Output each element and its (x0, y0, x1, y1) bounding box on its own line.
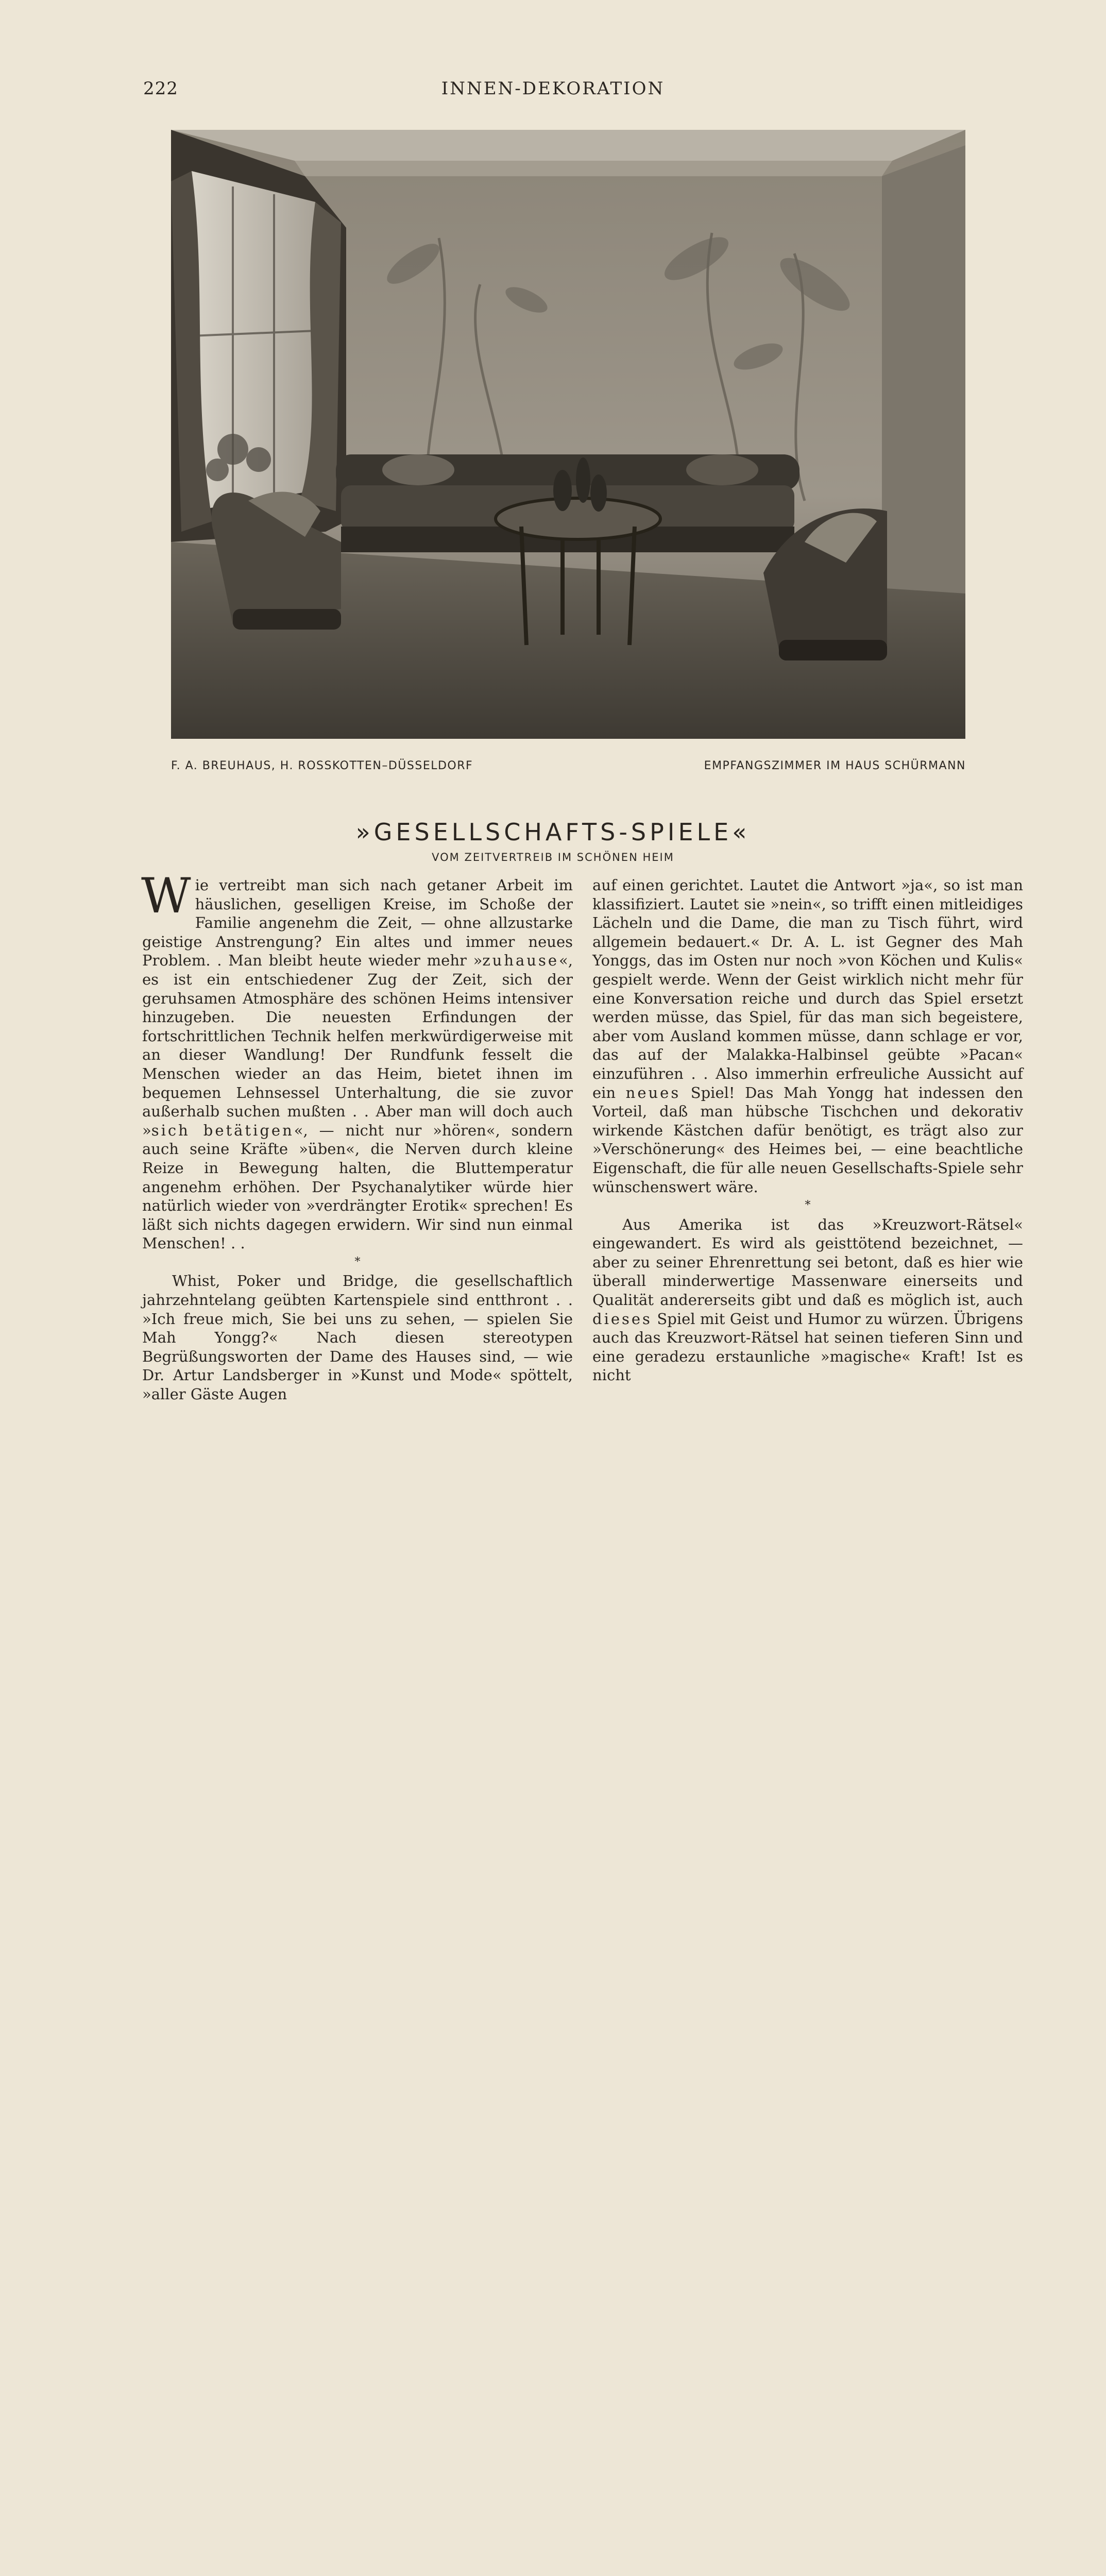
running-title: INNEN-DEKORATION (441, 78, 665, 99)
text-run: Aus Amerika ist das »Kreuzwort-Rätsel« eingewandert. Es wird als geisttötend bezeichnet, — aber zu seiner Ehrenrettung sei betont, daß es hier wie überall minderwertige Massenware einerseits und Qualität andererseits gibt und daß es möglich ist, auch (592, 1215, 1023, 1309)
text-run: Spiel mit Geist und Humor zu würzen. Übrigens auch das Kreuzwort-Rätsel hat seinen tieferen Sinn und eine geradezu erstaunliche »magische« Kraft! Ist es nicht (592, 1310, 1023, 1384)
paragraph: Whist, Poker und Bridge, die gesellschaftlich jahrzehntelang geübten Kartenspiele sind entthront . . »Ich freue mich, Sie bei uns zu sehen, — spielen Sie Mah Yongg?« Nach diesen stereotypen Begrüßungsworten der Dame des Hauses sind, — wie Dr. Artur Landsberger in »Kunst und Mode« spöttelt, »aller Gäste Augen (142, 1272, 573, 1403)
photo-credit: F. A. BREUHAUS, H. ROSSKOTTEN–DÜSSELDORF (171, 759, 473, 772)
text-run: auf einen gerichtet. Lautet die Antwort »ja«, so ist man klassifiziert. Lautet sie »nein«, so trifft einen mitleidiges Lächeln und die Dame, die man zu Tisch führt, wird allgemein bedauert.« Dr. A. L. ist Gegner des Mah Yonggs, das im Osten nur noch »von Köchen und Kulis« gespielt werde. Wenn der Geist wirklich nicht mehr für eine Konversation reiche und durch das Spiel ersetzt werden müsse, das Spiel, für das man sich begeistere, aber vom Ausland kommen müsse, dann schlage er vor, das auf der Malakka-Halbinsel geübte »Pacan« einzuführen . . Also immerhin erfreuliche Aussicht auf ein (592, 876, 1023, 1101)
text-column-left (141, 868, 573, 1404)
text-run: ie vertreibt man sich nach getaner Arbeit im häuslichen, geselligen Kreise, im Schoße der Familie angenehm die Zeit, — ohne allzustarke geistige Anstrengung? Ein altes und immer neues Problem. . Man bleibt heute wieder mehr » (142, 876, 573, 970)
spaced-word: sich betätigen (151, 1121, 294, 1139)
section-separator: * (354, 1255, 361, 1268)
paragraph (141, 868, 573, 1253)
paragraph (592, 1215, 1023, 1385)
spaced-word: zuhause (482, 952, 559, 970)
text-run: «, — nicht nur »hören«, sondern auch seine Kräfte »üben«, die Nerven durch kleine Reize in Bewegung halten, die Bluttemperatur angenehm erhöhen. Der Psychanalytiker würde hier natürlich wieder von »verdrängter Erotik« sprechen! Es läßt sich nichts dagegen erwidern. Wir sind nun einmal Menschen! . . (142, 1121, 573, 1252)
section-separator: * (805, 1199, 811, 1212)
spaced-word: neues (625, 1083, 681, 1101)
paragraph (592, 876, 1023, 1196)
text-run: Spiel! Das Mah Yongg hat indessen den Vorteil, daß man hübsche Tischchen und dekorativ wirkende Kästchen dafür benötigt, es trägt also zur »Verschönerung« des Heimes bei, — eine beachtliche Eigenschaft, die für alle neuen Gesellschafts-Spiele sehr wünschenswert wäre. (592, 1083, 1023, 1196)
text-column-right (592, 876, 1023, 1385)
photo-illustration (171, 130, 965, 739)
text-run: «, es ist ein entschiedener Zug der Zeit, sich der geruhsamen Atmosphäre des schönen Heims intensiver hinzugeben. Die neuesten Erfindungen der fortschrittlichen Technik helfen merkwürdigerweise mit an dieser Wandlung! Der Rundfunk fesselt die Menschen wieder an das Heim, bietet ihnen im bequemen Lehnsessel Unterhaltung, die sie zuvor außerhalb suchen mußten . . Aber man will doch auch » (142, 952, 573, 1139)
photo-caption: EMPFANGSZIMMER IM HAUS SCHÜRMANN (704, 759, 966, 772)
article-subtitle: VOM ZEITVERTREIB IM SCHÖNEN HEIM (432, 851, 674, 863)
page-number: 222 (143, 78, 178, 99)
interior-photo (171, 130, 965, 739)
drop-cap: W (141, 868, 191, 924)
digitization-footer (0, 1538, 1106, 1619)
article-title: »GESELLSCHAFTS-SPIELE« (355, 818, 751, 846)
spaced-word: dieses (592, 1310, 652, 1328)
